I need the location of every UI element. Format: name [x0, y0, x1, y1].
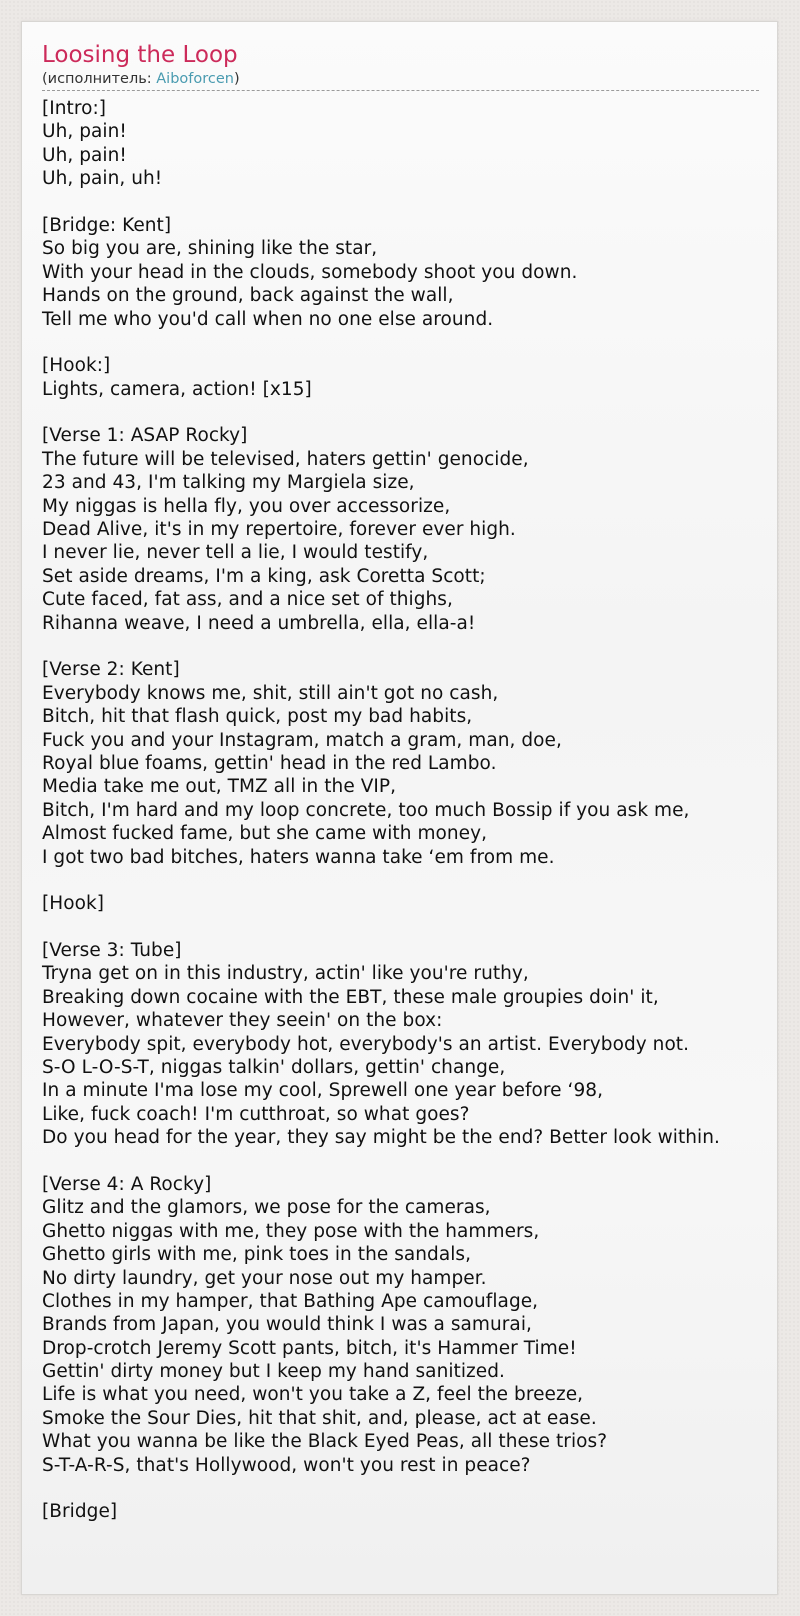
lyrics-line: Bitch, hit that flash quick, post my bad habits,	[42, 706, 473, 728]
lyrics-line: Do you head for the year, they say might be the end? Better look within.	[42, 1127, 720, 1149]
lyrics-section-label: [Hook:]	[42, 355, 111, 377]
lyrics-line: So big you are, shining like the star,	[42, 238, 378, 260]
lyrics-line: 23 and 43, I'm talking my Margiela size,	[42, 472, 415, 494]
lyrics-line: My niggas is hella fly, you over accessorize,	[42, 495, 451, 517]
lyrics-blank-line	[42, 191, 772, 214]
lyrics-blank-line	[42, 635, 772, 658]
lyrics-line: Life is what you need, won't you take a Z, feel the breeze,	[42, 1384, 584, 1406]
lyrics-blank-line	[42, 401, 772, 424]
lyrics-line: Lights, camera, action! [x15]	[42, 378, 312, 400]
lyrics-line: Rihanna weave, I need a umbrella, ella, ella-a!	[42, 612, 476, 634]
lyrics-section-label: [Bridge: Kent]	[42, 214, 172, 236]
lyrics-line: Set aside dreams, I'm a king, ask Coretta Scott;	[42, 565, 486, 587]
lyrics-line: Bitch, I'm hard and my loop concrete, too much Bossip if you ask me,	[42, 799, 690, 821]
lyrics-line: Like, fuck coach! I'm cutthroat, so what goes?	[42, 1103, 470, 1125]
artist-line	[42, 70, 759, 88]
song-header	[42, 40, 759, 91]
lyrics-line: Uh, pain, uh!	[42, 168, 163, 190]
artist-prefix: (исполнитель:	[42, 71, 157, 87]
lyrics-card	[21, 21, 778, 1595]
lyrics-section-label: [Verse 2: Kent]	[42, 659, 180, 681]
song-title: Loosing the Loop	[42, 42, 238, 68]
lyrics-line: Media take me out, TMZ all in the VIP,	[42, 776, 397, 798]
lyrics-line: S-T-A-R-S, that's Hollywood, won't you rest in peace?	[42, 1454, 531, 1476]
lyrics-line: With your head in the clouds, somebody shoot you down.	[42, 261, 578, 283]
lyrics-line: What you wanna be like the Black Eyed Peas, all these trios?	[42, 1431, 608, 1453]
lyrics-line: Ghetto girls with me, pink toes in the sandals,	[42, 1244, 472, 1266]
lyrics-blank-line	[42, 916, 772, 939]
lyrics-line: Glitz and the glamors, we pose for the cameras,	[42, 1197, 491, 1219]
lyrics-line: Hands on the ground, back against the wall,	[42, 285, 454, 307]
lyrics-blank-line	[42, 331, 772, 354]
lyrics-line: No dirty laundry, get your nose out my hamper.	[42, 1267, 487, 1289]
lyrics-line: Tell me who you'd call when no one else around.	[42, 308, 494, 330]
lyrics-body	[42, 97, 772, 1524]
lyrics-blank-line	[42, 1477, 772, 1500]
lyrics-blank-line	[42, 869, 772, 892]
lyrics-section-label: [Bridge]	[42, 1501, 118, 1523]
lyrics-line: Almost fucked fame, but she came with money,	[42, 823, 488, 845]
lyrics-line: Drop-crotch Jeremy Scott pants, bitch, it's Hammer Time!	[42, 1337, 577, 1359]
lyrics-line: Tryna get on in this industry, actin' like you're ruthy,	[42, 963, 529, 985]
artist-link[interactable]: Aiboforcen	[156, 71, 234, 87]
lyrics-line: Brands from Japan, you would think I was a samurai,	[42, 1314, 532, 1336]
lyrics-line: Cute faced, fat ass, and a nice set of thighs,	[42, 589, 453, 611]
lyrics-section-label: [Intro:]	[42, 98, 107, 119]
lyrics-line: Gettin' dirty money but I keep my hand sanitized.	[42, 1361, 505, 1383]
lyrics-line: The future will be televised, haters gettin' genocide,	[42, 448, 529, 470]
lyrics-section-label: [Verse 3: Tube]	[42, 940, 182, 962]
lyrics-line: Fuck you and your Instagram, match a gram, man, doe,	[42, 729, 562, 751]
lyrics-section-label: [Hook]	[42, 893, 104, 915]
lyrics-line: However, whatever they seein' on the box:	[42, 1010, 443, 1032]
lyrics-line: Uh, pain!	[42, 144, 127, 166]
lyrics-line: Clothes in my hamper, that Bathing Ape camouflage,	[42, 1290, 539, 1312]
lyrics-section-label: [Verse 1: ASAP Rocky]	[42, 425, 248, 447]
lyrics-line: Breaking down cocaine with the EBT, these male groupies doin' it,	[42, 986, 659, 1008]
lyrics-line: Dead Alive, it's in my repertoire, forever ever high.	[42, 519, 516, 541]
lyrics-line: Smoke the Sour Dies, hit that shit, and, please, act at ease.	[42, 1407, 597, 1429]
lyrics-line: I never lie, never tell a lie, I would testify,	[42, 542, 429, 564]
lyrics-line: S-O L-O-S-T, niggas talkin' dollars, gettin' change,	[42, 1057, 506, 1079]
lyrics-line: I got two bad bitches, haters wanna take ‘em from me.	[42, 846, 555, 868]
lyrics-line: Everybody spit, everybody hot, everybody's an artist. Everybody not.	[42, 1033, 690, 1055]
lyrics-section-label: [Verse 4: A Rocky]	[42, 1173, 212, 1195]
lyrics-line: Royal blue foams, gettin' head in the red Lambo.	[42, 752, 497, 774]
lyrics-line: Ghetto niggas with me, they pose with the hammers,	[42, 1220, 540, 1242]
artist-suffix: )	[234, 71, 240, 87]
lyrics-blank-line	[42, 1150, 772, 1173]
lyrics-line: In a minute I'ma lose my cool, Sprewell one year before ‘98,	[42, 1080, 604, 1102]
lyrics-line: Everybody knows me, shit, still ain't got no cash,	[42, 682, 499, 704]
lyrics-line: Uh, pain!	[42, 121, 127, 143]
